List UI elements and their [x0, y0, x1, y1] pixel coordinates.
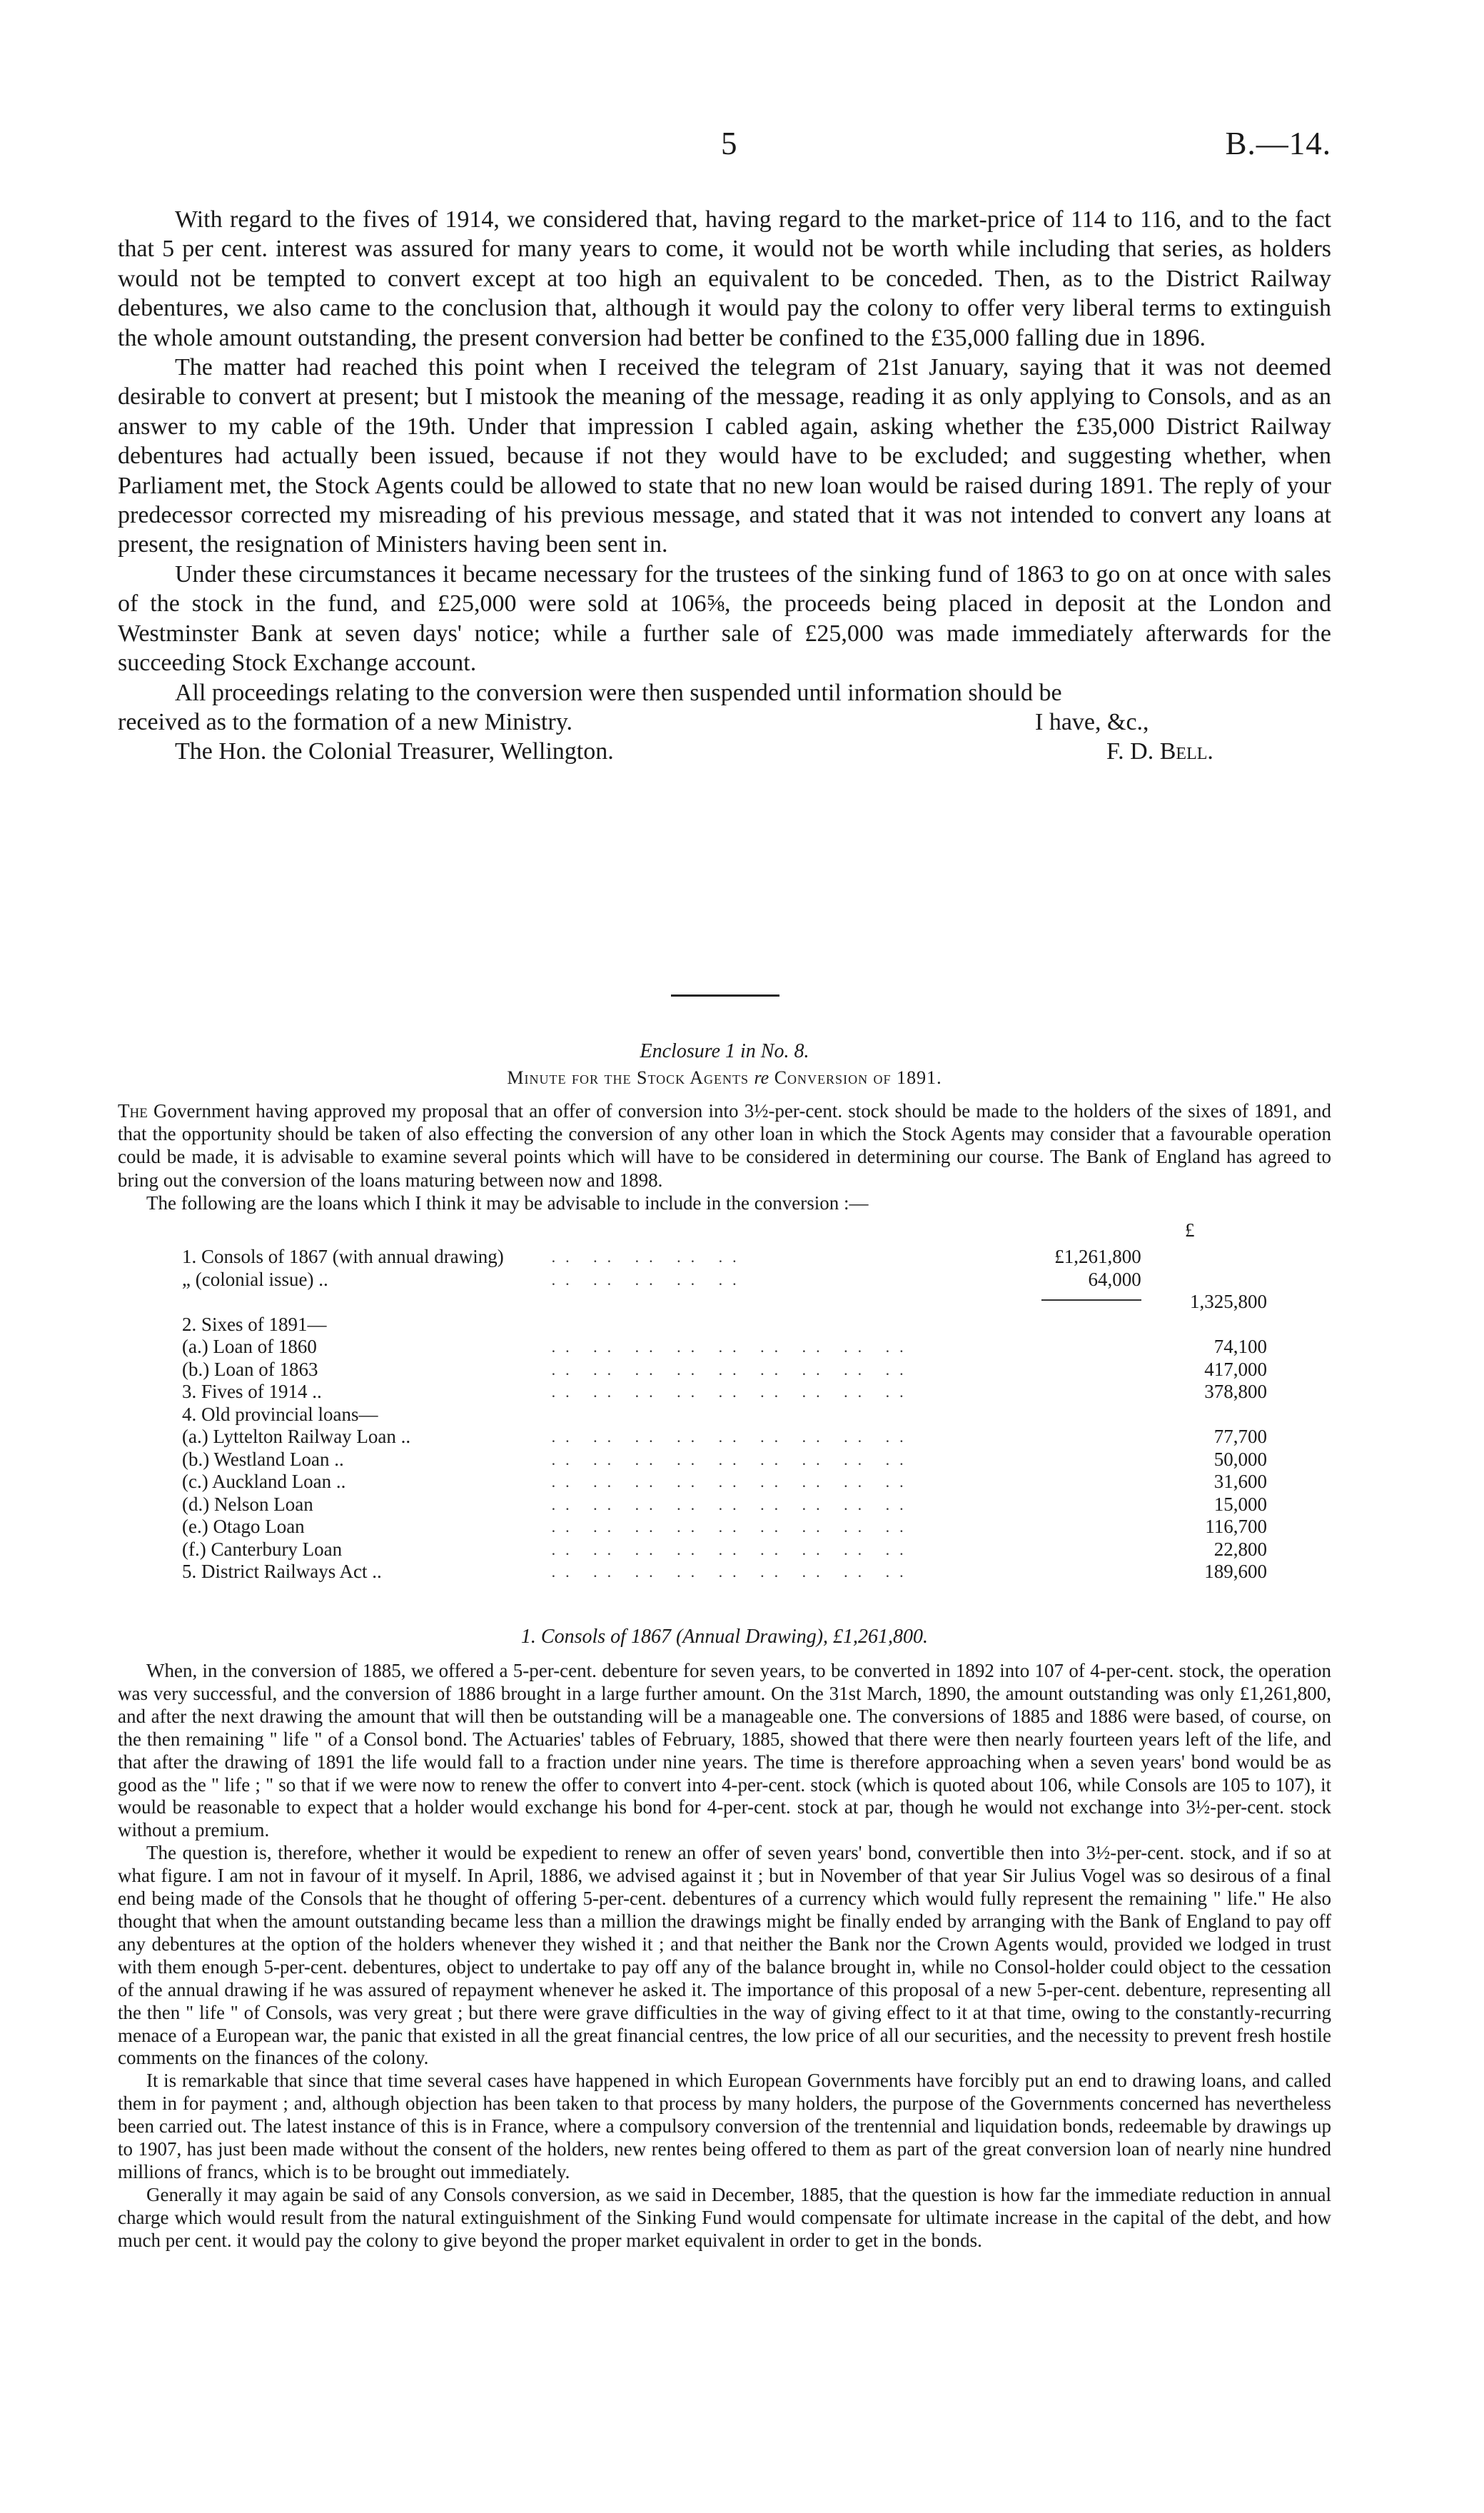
loan-amount [1141, 1314, 1267, 1336]
loan-label: 3. Fives of 1914 .. [182, 1381, 322, 1402]
table-row [182, 1336, 1267, 1359]
loan-label: (a.) Lyttelton Railway Loan .. [182, 1426, 411, 1447]
page-number: 5 [721, 126, 737, 161]
loan-amount: 15,000 [1213, 1493, 1267, 1515]
letter-paragraph: The matter had reached this point when I received the telegram of 21st January, saying that it was not deemed desirable to convert at present; but I mistook the meaning of the message, reading it as only applying to Consols, and as an answer to my cable of the 19th. Under that impression I cabled again, asking whether the £35,000 District Railway debentures had actually been issued, because if not they would have to be excluded; and suggesting whether, when Parliament met, the Stock Agents could be allowed to state that no new loan would be raised during 1891. The reply of your predecessor corrected my misreading of his previous message, and stated that it was not intended to convert any loans at present, the resignation of Ministers having been sent in. [118, 354, 1331, 558]
loan-subtotal [1031, 1314, 1141, 1336]
leader-dots: .. .. .. .. .. .. .. .. .. [551, 1383, 914, 1401]
leader-dots: .. .. .. .. .. .. .. .. .. [551, 1563, 914, 1581]
intro-text: Government having approved my proposal that an offer of conversion into 3½-per-cent. stock should be made to the holders of the sixes of 1891, and that the opportunity should be taken of also effecting the conversion of any other loan in which the Stock Agents may consider that a favourable operation could be made, it is advisable to examine several points which will have to be considered in determining our course. The Bank of England has agreed to bring out the conversion of the loans maturing between now and 1898. [118, 1100, 1331, 1191]
table-row [182, 1381, 1267, 1404]
loan-label: (a.) Loan of 1860 [182, 1336, 317, 1357]
loan-amount: 74,100 [1213, 1336, 1267, 1357]
loan-amount: 31,600 [1213, 1471, 1267, 1492]
leader-dots: .. .. .. .. .. [551, 1270, 747, 1289]
loan-label: 2. Sixes of 1891— [182, 1313, 327, 1335]
loan-amount: 22,800 [1213, 1538, 1267, 1560]
loan-label: (e.) Otago Loan [182, 1516, 305, 1537]
table-row [182, 1291, 1267, 1314]
loan-amount [1141, 1246, 1267, 1269]
intro-lead: The [118, 1100, 148, 1122]
loan-amount [1141, 1269, 1267, 1291]
leader-dots: .. .. .. .. .. .. .. .. .. [551, 1360, 914, 1379]
leader-dots [552, 1404, 1031, 1426]
section-body [118, 1660, 1331, 2252]
table-row [182, 1314, 1267, 1336]
section-paragraph: When, in the conversion of 1885, we offered a 5-per-cent. debenture for seven years, to be converted in 1892 into 107 of 4-per-cent. stock, the operation was very successful, and the conversion of 1886 brought in a large further amount. On the 31st March, 1890, the amount outstanding was only £1,261,800, and after the next drawing the amount that will then be outstanding will be a manageable one. The conversions of 1885 and 1886 were based, of course, on the then remaining " life " of a Consol bond. The Actuaries' tables of February, 1885, showed that there were then nearly fourteen years left of the life, and that after the drawing of 1891 the life would fall to a fraction under nine years. The time is therefore approaching when a seven years' bond would be as good as the " life ; " so that if we were now to renew the offer to convert into 4-per-cent. stock (which is quoted about 106, while Consols are 105 to 107), it would be reasonable to expect that a holder would exchange his bond for 4-per-cent. stock at par, though he would not exchange into 3½-per-cent. stock without a premium. [118, 1660, 1331, 1841]
loan-subtotal [1031, 1336, 1141, 1359]
leader-dots: .. .. .. .. .. .. .. .. .. [551, 1450, 914, 1469]
leader-dots: .. .. .. .. .. .. .. .. .. [551, 1338, 914, 1356]
letter-paragraph: Under these circumstances it became necessary for the trustees of the sinking fund of 1863 to go on at once with sales of the stock in the fund, and £25,000 were sold at 106⅝, the proceeds being placed in deposit at the London and Westminster Bank at seven days' notice; while a further sale of £25,000 was made immediately afterwards for the succeeding Stock Exchange account. [118, 560, 1331, 677]
table-row [182, 1246, 1267, 1269]
subtotal-rule [1031, 1291, 1141, 1314]
loan-label: (d.) Nelson Loan [182, 1493, 313, 1515]
addressee: The Hon. the Colonial Treasurer, Wellington. [175, 737, 614, 765]
loan-amount: 189,600 [1204, 1561, 1267, 1582]
currency-column-header: £ [1185, 1219, 1195, 1241]
underline-rule [1041, 1299, 1141, 1301]
table-row [182, 1494, 1267, 1516]
loan-label: (f.) Canterbury Loan [182, 1538, 343, 1560]
loan-amount: 1,325,800 [1190, 1291, 1267, 1312]
table-row [182, 1449, 1267, 1471]
document-reference: B.—14. [1225, 126, 1331, 161]
leader-dots: .. .. .. .. .. .. .. .. .. [551, 1473, 914, 1491]
table-row [182, 1516, 1267, 1538]
loan-subtotal [1031, 1404, 1141, 1426]
loan-subtotal: 64,000 [1088, 1268, 1141, 1290]
leader-dots: .. .. .. .. .. .. .. .. .. [551, 1495, 914, 1514]
loan-amount: 50,000 [1213, 1448, 1267, 1470]
leader-dots: .. .. .. .. .. [551, 1248, 747, 1266]
loan-subtotal [1031, 1538, 1141, 1561]
section-paragraph: The question is, therefore, whether it would be expedient to renew an offer of seven years' bond, convertible then into 3½-per-cent. stock, and if so at what figure. I am not in favour of it myself. In April, 1886, we advised against it ; but in November of that year Sir Julius Vogel was so desirous of a final end being made of the Consols that he thought of offering 5-per-cent. debentures of a currency which would fully represent the remaining " life." He also thought that when the amount outstanding became less than a million the drawings might be finally ended by arranging with the Bank of England to pay off any debentures at the option of the holders whenever they wished it ; and that neither the Bank nor the Crown Agents would, provided we lodged in trust with them enough 5-per-cent. debentures, object to undertake to pay off any of the balance brought in, while no Consol-holder could object to the cessation of the annual drawing if he was assured of repayment whenever he asked it. The importance of this proposal of a new 5-per-cent. debenture, representing all the then " life " of Consols, was very great ; but there were grave difficulties in the way of giving effect to it at that time, owing to the constantly-recurring menace of a European war, the panic that existed in all the great financial centres, the low price of all our securities, and the necessity to prevent fresh hostile comments on the finances of the colony. [118, 1842, 1331, 2069]
loan-subtotal [1031, 1381, 1141, 1404]
minute-title-part: Minute for the Stock Agents [507, 1067, 749, 1088]
loan-subtotal: £1,261,800 [1054, 1246, 1141, 1267]
leader-dots [552, 1314, 1031, 1336]
loan-amount: 378,800 [1204, 1381, 1267, 1402]
loan-label: „ (colonial issue) .. [182, 1268, 328, 1290]
intro-paragraph-2: The following are the loans which I think it may be advisable to include in the conversion :— [146, 1192, 869, 1214]
loan-label: 4. Old provincial loans— [182, 1403, 378, 1425]
minute-intro [118, 1099, 1331, 1214]
loan-amount: 77,700 [1213, 1426, 1267, 1447]
loan-label: (b.) Westland Loan .. [182, 1448, 344, 1470]
section-paragraph: Generally it may again be said of any Consols conversion, as we said in December, 1885, that the question is how far the immediate reduction in annual charge which would result from the natural extinguishment of the Sinking Fund would compensate for ultimate increase in the capital of the debt, and how much per cent. it would pay the colony to give beyond the proper market equivalent in order to get in the bonds. [118, 2183, 1331, 2251]
minute-title [118, 1067, 1331, 1089]
table-row [182, 1359, 1267, 1381]
letter-body [118, 205, 1331, 766]
table-row [182, 1538, 1267, 1561]
loan-label: (c.) Auckland Loan .. [182, 1471, 346, 1492]
loan-subtotal [1031, 1471, 1141, 1494]
table-row [182, 1404, 1267, 1426]
leader-dots: .. .. .. .. .. .. .. .. .. [551, 1540, 914, 1558]
section-heading: 1. Consols of 1867 (Annual Drawing), £1,261,800. [520, 1626, 929, 1648]
table-row [182, 1426, 1267, 1449]
letter-closing [118, 707, 1331, 766]
leader-dots: .. .. .. .. .. .. .. .. .. [551, 1518, 914, 1536]
table-row [182, 1561, 1267, 1583]
section-paragraph: It is remarkable that since that time several cases have happened in which European Governments have forcibly put an end to drawing loans, and called them in for payment ; and, although objection has been taken to that process by many holders, the purpose of the Governments concerned has nevertheless been carried out. The latest instance of this is in France, where a compulsory conversion of the trentennial and liquidation bonds, redeemable by drawings up to 1907, has just been made without the consent of the holders, new rentes being offered to them as part of the great conversion loan of nearly nine hundred millions of francs, which is to be brought out immediately. [118, 2070, 1331, 2182]
loan-amount: 417,000 [1204, 1358, 1267, 1380]
enclosure-label: Enclosure 1 in No. 8. [640, 1040, 809, 1062]
closing-formula: I have, &c., [1035, 708, 1149, 735]
minute-title-part: Conversion of 1891. [774, 1067, 942, 1088]
loan-label [182, 1291, 552, 1314]
intro-paragraph [118, 1099, 1331, 1192]
loan-subtotal [1031, 1494, 1141, 1516]
loan-amount: 116,700 [1205, 1516, 1267, 1537]
loan-amount [1141, 1404, 1267, 1426]
loan-subtotal [1031, 1426, 1141, 1449]
closing-line: received as to the formation of a new Ministry. [118, 708, 572, 735]
section-divider [671, 994, 779, 997]
signature: F. D. Bell. [1106, 737, 1213, 765]
loan-label: 5. District Railways Act .. [182, 1561, 382, 1582]
minute-title-re: re [754, 1067, 769, 1088]
loan-subtotal [1031, 1359, 1141, 1381]
leader-dots [552, 1291, 1031, 1314]
letter-paragraph: All proceedings relating to the conversion were then suspended until information should be [175, 679, 1062, 706]
loan-label: 1. Consols of 1867 (with annual drawing) [182, 1246, 504, 1267]
loans-table [182, 1246, 1267, 1583]
loan-label: (b.) Loan of 1863 [182, 1358, 318, 1380]
page-header [118, 125, 1331, 175]
loan-subtotal [1031, 1449, 1141, 1471]
letter-paragraph: With regard to the fives of 1914, we considered that, having regard to the market-price of 114 to 116, and to the fact that 5 per cent. interest was assured for many years to come, it would not be worth while including that series, as holders would not be tempted to convert except at too high an equivalent to be conceded. Then, as to the District Railway debentures, we also came to the conclusion that, although it would pay the colony to offer very liberal terms to extinguish the whole amount outstanding, the present conversion had better be confined to the £35,000 falling due in 1896. [118, 206, 1331, 351]
loan-subtotal [1031, 1561, 1141, 1583]
table-row [182, 1471, 1267, 1494]
loan-subtotal [1031, 1516, 1141, 1538]
leader-dots: .. .. .. .. .. .. .. .. .. [551, 1428, 914, 1446]
table-row [182, 1269, 1267, 1291]
